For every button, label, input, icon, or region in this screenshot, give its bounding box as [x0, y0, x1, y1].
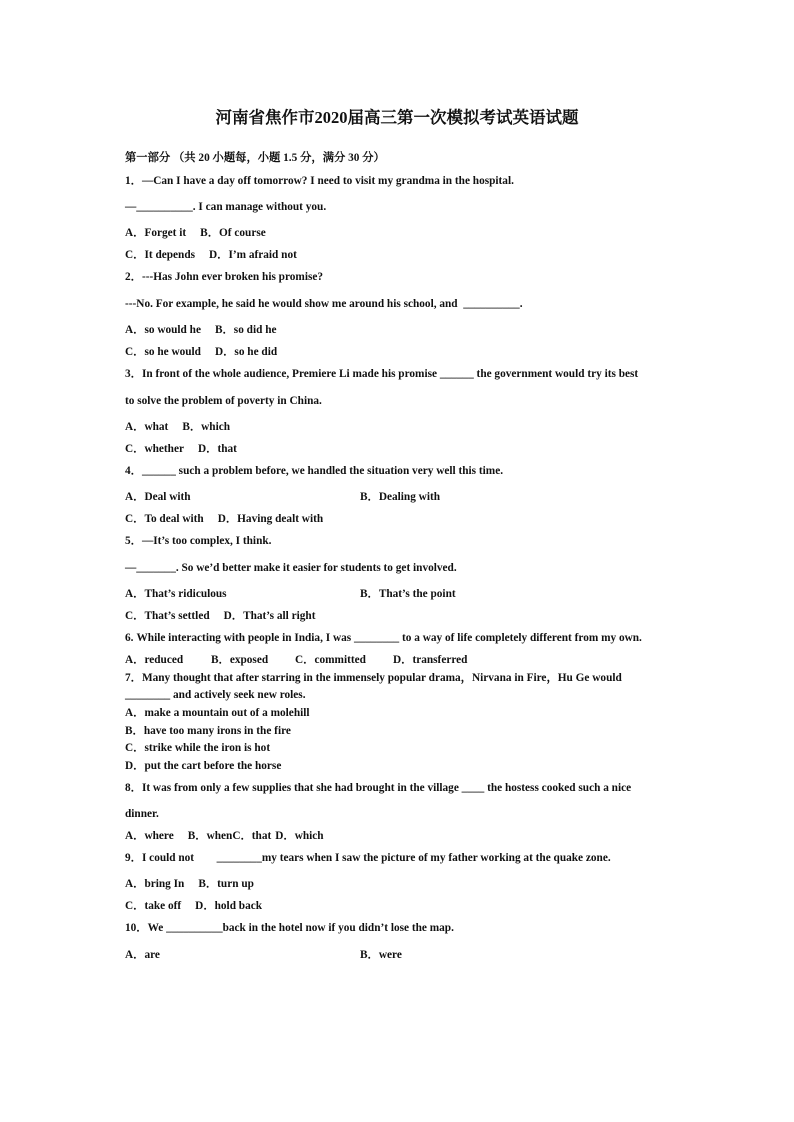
- option-b[interactable]: B．turn up: [198, 878, 254, 890]
- option-row: [125, 829, 324, 843]
- page-title: 河南省焦作市2020届高三第一次模拟考试英语试题: [215, 108, 579, 127]
- option-row: [125, 248, 297, 262]
- option-d[interactable]: D．that: [197, 443, 237, 455]
- question-5-reply: —_______. So we’d better make it easier for students to get involved.: [125, 562, 457, 574]
- question-text: ---Has John ever broken his promise?: [141, 271, 324, 283]
- question-number: 7．: [125, 672, 142, 684]
- question-number: 9．: [125, 852, 142, 864]
- option-b[interactable]: B．have too many irons in the fire: [125, 725, 291, 737]
- question-number: 1．: [125, 175, 142, 187]
- question-4-stem: [125, 464, 503, 478]
- option-a[interactable]: A．where: [125, 830, 174, 842]
- question-text: I could not ________my tears when I saw the picture of my father working at the quake zone.: [141, 852, 611, 864]
- question-number: 5．: [125, 535, 142, 547]
- question-1-stem: [125, 174, 514, 188]
- option-d[interactable]: D．transferred: [393, 654, 468, 666]
- option-b[interactable]: B．That’s the point: [360, 588, 456, 600]
- option-b[interactable]: B．Dealing with: [360, 491, 441, 503]
- option-a[interactable]: A．so would he: [125, 324, 201, 336]
- question-number: 3．: [125, 368, 142, 380]
- option-d[interactable]: D．hold back: [195, 900, 263, 912]
- option-d[interactable]: D．which: [275, 830, 324, 842]
- question-text: While interacting with people in India, I was ________ to a way of life completely different from my own.: [136, 632, 642, 644]
- option-c[interactable]: C．so he would: [125, 346, 201, 358]
- question-3-continued: to solve the problem of poverty in China.: [125, 395, 322, 407]
- question-number: 4．: [125, 465, 142, 477]
- option-c[interactable]: C．To deal with: [125, 513, 204, 525]
- option-a[interactable]: A．Deal with: [125, 491, 191, 503]
- question-number: 8．: [125, 782, 142, 794]
- option-row: [125, 345, 277, 359]
- option-c[interactable]: C．that: [232, 830, 272, 842]
- option-d[interactable]: D．I’m afraid not: [209, 249, 297, 261]
- option-a[interactable]: A．make a mountain out of a molehill: [125, 707, 310, 719]
- option-c[interactable]: C．That’s settled: [125, 610, 210, 622]
- option-d[interactable]: D．so he did: [214, 346, 278, 358]
- question-text: —Can I have a day off tomorrow? I need to visit my grandma in the hospital.: [141, 175, 514, 187]
- question-1-reply: —__________. I can manage without you.: [125, 201, 327, 213]
- question-8-stem: [125, 781, 631, 795]
- option-b[interactable]: B．were: [360, 949, 402, 961]
- question-10-stem: [125, 921, 454, 935]
- option-b[interactable]: B．so did he: [214, 324, 277, 336]
- option-d[interactable]: D．That’s all right: [223, 610, 316, 622]
- option-b[interactable]: B．which: [182, 421, 231, 433]
- option-row: [125, 877, 254, 891]
- option-a[interactable]: A．reduced: [125, 654, 184, 666]
- option-d[interactable]: D．Having dealt with: [217, 513, 324, 525]
- question-number: 6.: [125, 632, 134, 644]
- question-9-stem: [125, 851, 611, 865]
- option-a[interactable]: A．Forget it: [125, 227, 187, 239]
- question-number: 10．: [125, 922, 148, 934]
- question-text: —It’s too complex, I think.: [141, 535, 272, 547]
- question-text: We __________back in the hotel now if you didn’t lose the map.: [147, 922, 454, 934]
- question-7-stem: [125, 671, 622, 685]
- option-row: [125, 323, 277, 337]
- question-8-continued: dinner.: [125, 808, 159, 820]
- option-row: [125, 226, 266, 240]
- option-b[interactable]: B．exposed: [211, 654, 269, 666]
- question-2-reply: ---No. For example, he said he would show me around his school, and __________.: [125, 298, 523, 310]
- option-b[interactable]: B．Of course: [200, 227, 266, 239]
- option-c[interactable]: C．committed: [295, 654, 366, 666]
- option-row: [125, 420, 230, 434]
- option-c[interactable]: C．strike while the iron is hot: [125, 742, 271, 754]
- question-5-stem: [125, 534, 271, 548]
- option-row: [125, 609, 315, 623]
- option-a[interactable]: A．are: [125, 949, 160, 961]
- option-c[interactable]: C．whether: [125, 443, 184, 455]
- question-text: ______ such a problem before, we handled the situation very well this time.: [141, 465, 504, 477]
- section-header: 第一部分 （共 20 小题每，小题 1.5 分，满分 30 分）: [125, 152, 385, 164]
- option-row: [125, 442, 237, 456]
- option-row: [125, 899, 262, 913]
- question-text: It was from only a few supplies that she had brought in the village ____ the hostess cooked such a nice: [141, 782, 632, 794]
- option-row: [125, 512, 323, 526]
- option-a[interactable]: A．what: [125, 421, 169, 433]
- question-3-stem: [125, 367, 638, 381]
- question-number: 2．: [125, 271, 142, 283]
- option-d[interactable]: D．put the cart before the horse: [125, 760, 282, 772]
- option-c[interactable]: C．It depends: [125, 249, 195, 261]
- option-a[interactable]: A．bring In: [125, 878, 185, 890]
- question-6-stem: [125, 631, 642, 645]
- option-a[interactable]: A．That’s ridiculous: [125, 588, 227, 600]
- option-c[interactable]: C．take off: [125, 900, 182, 912]
- question-2-stem: [125, 270, 323, 284]
- question-7-continued: ________ and actively seek new roles.: [125, 689, 306, 701]
- option-b[interactable]: B．when: [187, 830, 233, 842]
- question-text: In front of the whole audience, Premiere Li made his promise ______ the government would try its best: [141, 368, 639, 380]
- question-text: Many thought that after starring in the immensely popular drama，Nirvana in Fire，Hu Ge would: [141, 672, 622, 684]
